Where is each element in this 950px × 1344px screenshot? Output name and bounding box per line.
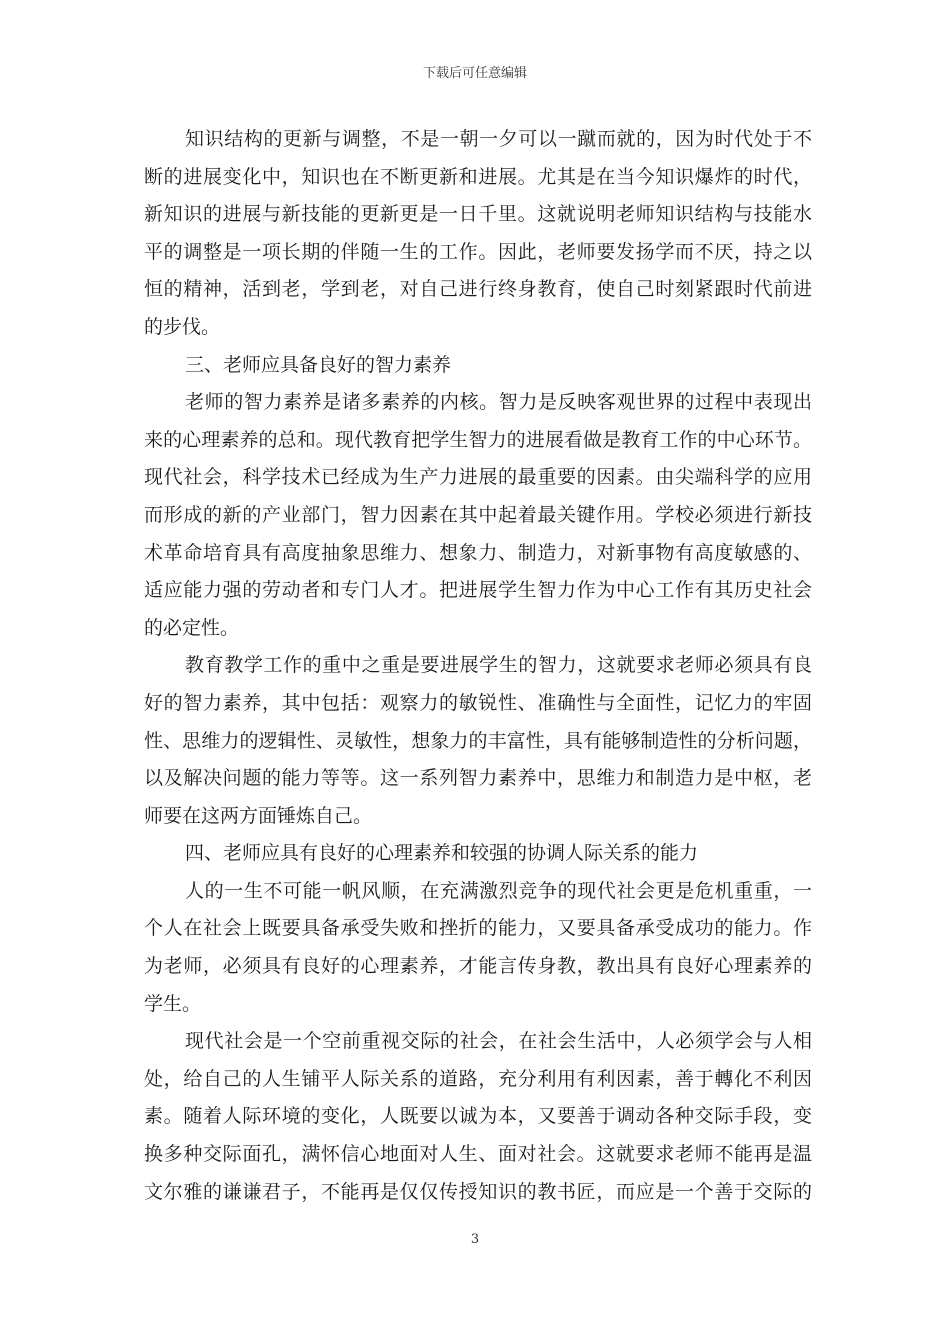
text-line: 术革命培育具有高度抽象思维力、想象力、制造力，对新事物有高度敏感的、 xyxy=(144,541,812,564)
text-line: 三、老师应具备良好的智力素养 xyxy=(185,353,452,376)
text-line: 的必定性。 xyxy=(144,616,240,639)
text-line: 四、老师应具有良好的心理素养和较强的协调人际关系的能力 xyxy=(185,842,699,865)
document-body xyxy=(144,121,812,1211)
text-line: 来的心理素养的总和。现代教育把学生智力的进展看做是教育工作的中心环节。 xyxy=(144,428,812,451)
text-line: 现代社会，科学技术已经成为生产力进展的最重要的因素。由尖端科学的应用 xyxy=(144,466,812,489)
text-line: 断的进展变化中，知识也在不断更新和进展。尤其是在当今知识爆炸的时代， xyxy=(144,165,812,188)
text-line: 为老师，必须具有良好的心理素养，才能言传身教，教出具有良好心理素养的 xyxy=(144,955,812,978)
text-line: 处，给自己的人生铺平人际关系的道路，充分利用有利因素，善于轉化不利因 xyxy=(144,1067,812,1090)
page-number: 3 xyxy=(470,1232,480,1247)
text-line: 学生。 xyxy=(144,992,202,1015)
text-line: 个人在社会上既要具备承受失败和挫折的能力，又要具备承受成功的能力。作 xyxy=(144,917,812,940)
text-line: 的步伐。 xyxy=(144,315,221,338)
text-line: 新知识的进展与新技能的更新更是一日千里。这就说明老师知识结构与技能水 xyxy=(144,203,812,226)
text-line: 以及解决问题的能力等等。这一系列智力素养中，思维力和制造力是中枢，老 xyxy=(144,767,812,790)
text-line: 人的一生不可能一帆风顺，在充满激烈竞争的现代社会更是危机重重，一 xyxy=(185,879,812,902)
text-line: 好的智力素养，其中包括：观察力的敏锐性、准确性与全面性，记忆力的牢固 xyxy=(144,691,812,714)
text-line: 现代社会是一个空前重视交际的社会，在社会生活中，人必须学会与人相 xyxy=(185,1030,812,1053)
text-line: 适应能力强的劳动者和专门人才。把进展学生智力作为中心工作有其历史社会 xyxy=(144,579,812,602)
text-line: 师要在这两方面锤炼自己。 xyxy=(144,804,373,827)
text-line: 老师的智力素养是诸多素养的内核。智力是反映客观世界的过程中表现出 xyxy=(185,391,812,414)
text-line: 平的调整是一项长期的伴随一生的工作。因此，老师要发扬学而不厌，持之以 xyxy=(144,240,812,263)
text-line: 素。随着人际环境的变化，人既要以诚为本，又要善于调动各种交际手段，变 xyxy=(144,1105,812,1128)
text-line: 教育教学工作的重中之重是要进展学生的智力，这就要求老师必须具有良 xyxy=(185,654,812,677)
text-line: 而形成的新的产业部门，智力因素在其中起着最关键作用。学校必须进行新技 xyxy=(144,503,812,526)
text-line: 知识结构的更新与调整，不是一朝一夕可以一蹴而就的，因为时代处于不 xyxy=(185,128,812,150)
page-header: 下载后可任意编辑 xyxy=(422,66,527,81)
text-line: 文尔雅的谦谦君子，不能再是仅仅传授知识的教书匠，而应是一个善于交际的 xyxy=(144,1180,812,1203)
text-line: 性、思维力的逻辑性、灵敏性，想象力的丰富性，具有能够制造性的分析问题， xyxy=(144,729,812,752)
text-line: 换多种交际面孔，满怀信心地面对人生、面对社会。这就要求老师不能再是温 xyxy=(144,1143,812,1166)
text-line: 恒的精神，活到老，学到老，对自己进行终身教育，使自己时刻紧跟时代前进 xyxy=(144,278,812,301)
